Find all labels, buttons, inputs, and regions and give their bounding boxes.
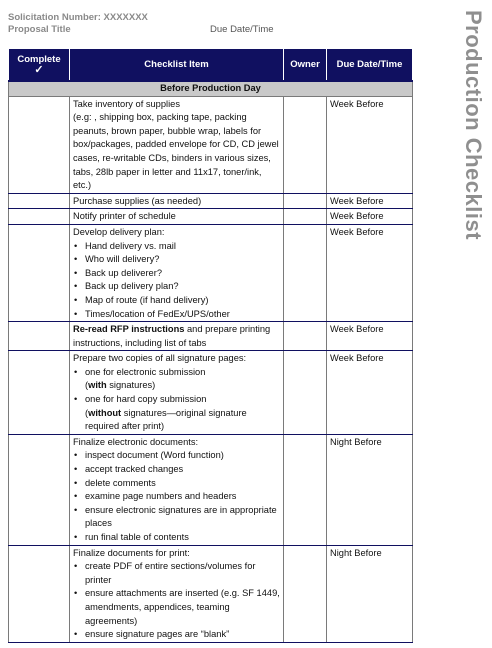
complete-cell[interactable] <box>9 224 70 321</box>
owner-cell[interactable] <box>284 96 327 193</box>
table-row <box>9 209 413 225</box>
item-text: Finalize documents for print: <box>73 547 190 558</box>
due-cell: Night Before <box>327 434 413 545</box>
side-title: Production Checklist <box>461 10 486 241</box>
list-item-text: signatures) <box>106 380 156 391</box>
table-row <box>9 545 413 642</box>
list-item <box>73 393 280 434</box>
due-cell: Week Before <box>327 351 413 435</box>
checkmark-icon: ✓ <box>34 63 44 76</box>
item-cell <box>70 434 284 545</box>
list-item: • Back up deliverer? <box>73 267 280 281</box>
list-item: • Hand delivery vs. mail <box>73 240 280 254</box>
bullet-list <box>73 240 280 322</box>
list-item: • ensure signature pages are “blank” <box>73 628 280 642</box>
table-header-row <box>9 49 413 82</box>
owner-cell[interactable] <box>284 351 327 435</box>
solicitation-number: Solicitation Number: XXXXXXX <box>8 12 148 23</box>
bullet-list <box>73 449 280 544</box>
list-item: • accept tracked changes <box>73 463 280 477</box>
list-item-text: signatures—original signature required after print) <box>85 407 247 432</box>
section-title: Before Production Day <box>9 81 413 96</box>
production-checklist-table <box>8 48 413 643</box>
list-item: • ensure attachments are inserted (e.g. SF 1449, amendments, appendices, teaming agreements) <box>73 587 280 628</box>
due-cell: Week Before <box>327 322 413 351</box>
list-item: • Times/location of FedEx/UPS/other <box>73 308 280 322</box>
owner-cell[interactable] <box>284 434 327 545</box>
due-cell: Week Before <box>327 193 413 209</box>
list-item-bold: with <box>88 380 107 391</box>
col-due-header: Due Date/Time <box>327 49 413 82</box>
list-item: • examine page numbers and headers <box>73 490 280 504</box>
due-cell: Night Before <box>327 545 413 642</box>
item-cell <box>70 96 284 193</box>
table-row <box>9 224 413 321</box>
col-complete-header <box>9 49 70 82</box>
item-cell <box>70 545 284 642</box>
complete-cell[interactable] <box>9 351 70 435</box>
list-item: • inspect document (Word function) <box>73 449 280 463</box>
list-item-text: ( <box>85 407 89 418</box>
item-cell <box>70 322 284 351</box>
owner-cell[interactable] <box>284 322 327 351</box>
item-cell: Notify printer of schedule <box>70 209 284 225</box>
item-text: Take inventory of supplies <box>73 98 180 109</box>
complete-cell[interactable] <box>9 545 70 642</box>
bullet-list <box>73 366 280 434</box>
complete-cell[interactable] <box>9 434 70 545</box>
due-date-time-label: Due Date/Time <box>210 24 274 35</box>
bullet-list <box>73 560 280 642</box>
list-item: • ensure electronic signatures are in appropriate places <box>73 504 280 531</box>
complete-cell[interactable] <box>9 322 70 351</box>
list-item: • Map of route (if hand delivery) <box>73 294 280 308</box>
owner-cell[interactable] <box>284 209 327 225</box>
list-item: • Back up delivery plan? <box>73 280 280 294</box>
col-owner-header: Owner <box>284 49 327 82</box>
complete-cell[interactable] <box>9 96 70 193</box>
proposal-title: Proposal Title <box>8 24 71 35</box>
item-text: and prepare printing instructions, including list of tabs <box>73 324 271 348</box>
list-item <box>73 366 280 393</box>
owner-cell[interactable] <box>284 193 327 209</box>
due-cell: Week Before <box>327 224 413 321</box>
due-cell: Week Before <box>327 96 413 193</box>
table-row <box>9 96 413 193</box>
list-item: • create PDF of entire sections/volumes for printer <box>73 560 280 587</box>
section-row <box>9 81 413 96</box>
item-text: Prepare two copies of all signature pages: <box>73 353 247 364</box>
due-cell: Week Before <box>327 209 413 225</box>
owner-cell[interactable] <box>284 224 327 321</box>
list-item-text: • one for hard copy submission <box>85 394 207 405</box>
item-cell: Purchase supplies (as needed) <box>70 193 284 209</box>
table-row <box>9 434 413 545</box>
list-item: • run final table of contents <box>73 531 280 545</box>
complete-cell[interactable] <box>9 193 70 209</box>
col-checklist-item-header: Checklist Item <box>70 49 284 82</box>
item-detail: (e.g: , shipping box, packing tape, packing peanuts, brown paper, bubble wrap, labels for box/packages, padded envelope for CD, CD jewel cases, re-writable CDs, binders in various sizes, tabs, 28lb paper in letter and 11x17, toner/ink, etc.) <box>73 112 279 191</box>
item-cell <box>70 351 284 435</box>
list-item-bold: without <box>88 407 122 418</box>
side-title-container <box>452 8 492 258</box>
list-item-text: • one for electronic submission <box>85 366 206 377</box>
table-row <box>9 193 413 209</box>
item-text: Finalize electronic documents: <box>73 436 199 447</box>
list-item-text: ( <box>85 380 89 391</box>
list-item: • delete comments <box>73 477 280 491</box>
col-complete-label: Complete <box>17 53 61 65</box>
table-row <box>9 322 413 351</box>
item-text: Develop delivery plan: <box>73 226 165 237</box>
item-cell <box>70 224 284 321</box>
list-item: • Who will delivery? <box>73 253 280 267</box>
complete-cell[interactable] <box>9 209 70 225</box>
table-row <box>9 351 413 435</box>
item-bold-text: Re-read RFP instructions <box>73 324 185 335</box>
owner-cell[interactable] <box>284 545 327 642</box>
